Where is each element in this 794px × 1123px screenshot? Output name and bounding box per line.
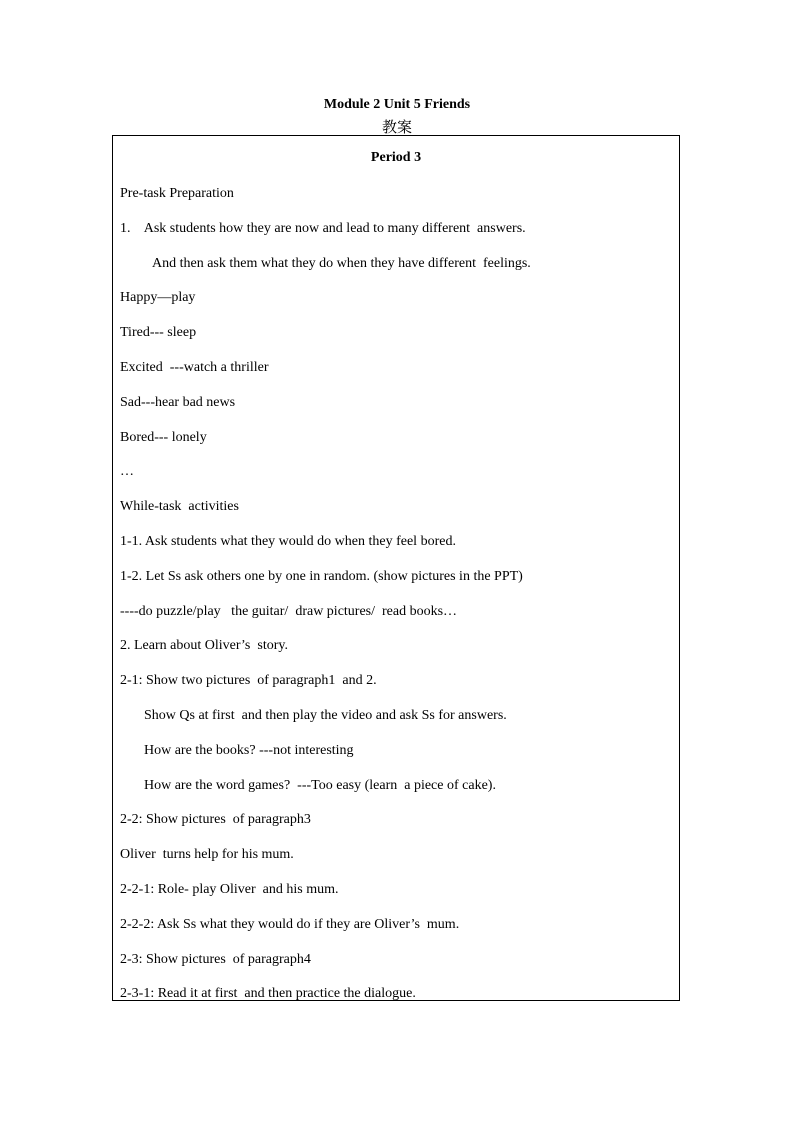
content-line: 2-1: Show two pictures of paragraph1 and 2. bbox=[120, 673, 377, 689]
content-line: How are the books? ---not interesting bbox=[144, 742, 354, 758]
lesson-plan-box bbox=[112, 135, 680, 1001]
content-line: Oliver turns help for his mum. bbox=[120, 847, 294, 863]
document-subtitle: 教案 bbox=[381, 118, 412, 136]
content-line: 2-2-1: Role- play Oliver and his mum. bbox=[120, 882, 339, 897]
content-line: While-task activities bbox=[120, 499, 239, 515]
content-line: Sad---hear bad news bbox=[120, 394, 236, 410]
content-line: 1. Ask students how they are now and lead to many different answers. bbox=[120, 220, 526, 236]
content-line: 2. Learn about Oliver’s story. bbox=[120, 638, 288, 654]
content-line: 2-2: Show pictures of paragraph3 bbox=[120, 812, 311, 828]
content-line: Tired--- sleep bbox=[120, 325, 197, 341]
content-line: Bored--- lonely bbox=[120, 429, 207, 445]
content-line: … bbox=[120, 464, 134, 480]
content-line: Happy—play bbox=[120, 290, 196, 306]
content-line: And then ask them what they do when they have different feelings. bbox=[152, 255, 531, 271]
content-line: 1-2. Let Ss ask others one by one in random. (show pictures in the PPT) bbox=[120, 568, 523, 584]
content-line: 1-1. Ask students what they would do when they feel bored. bbox=[120, 534, 456, 549]
period-heading: Period 3 bbox=[370, 150, 422, 165]
content-line: Pre-task Preparation bbox=[120, 186, 234, 201]
document-title: Module 2 Unit 5 Friends bbox=[323, 97, 471, 112]
content-line: 2-2-2: Ask Ss what they would do if they are Oliver’s mum. bbox=[120, 916, 460, 932]
content-line: Show Qs at first and then play the video and ask Ss for answers. bbox=[144, 708, 507, 723]
content-line: Excited ---watch a thriller bbox=[120, 360, 269, 375]
content-line: 2-3: Show pictures of paragraph4 bbox=[120, 951, 311, 967]
content-line: How are the word games? ---Too easy (learn a piece of cake). bbox=[144, 777, 496, 793]
content-line: 2-3-1: Read it at first and then practice the dialogue. bbox=[120, 986, 416, 1002]
content-line: ----do puzzle/play the guitar/ draw pictures/ read books… bbox=[120, 603, 458, 619]
